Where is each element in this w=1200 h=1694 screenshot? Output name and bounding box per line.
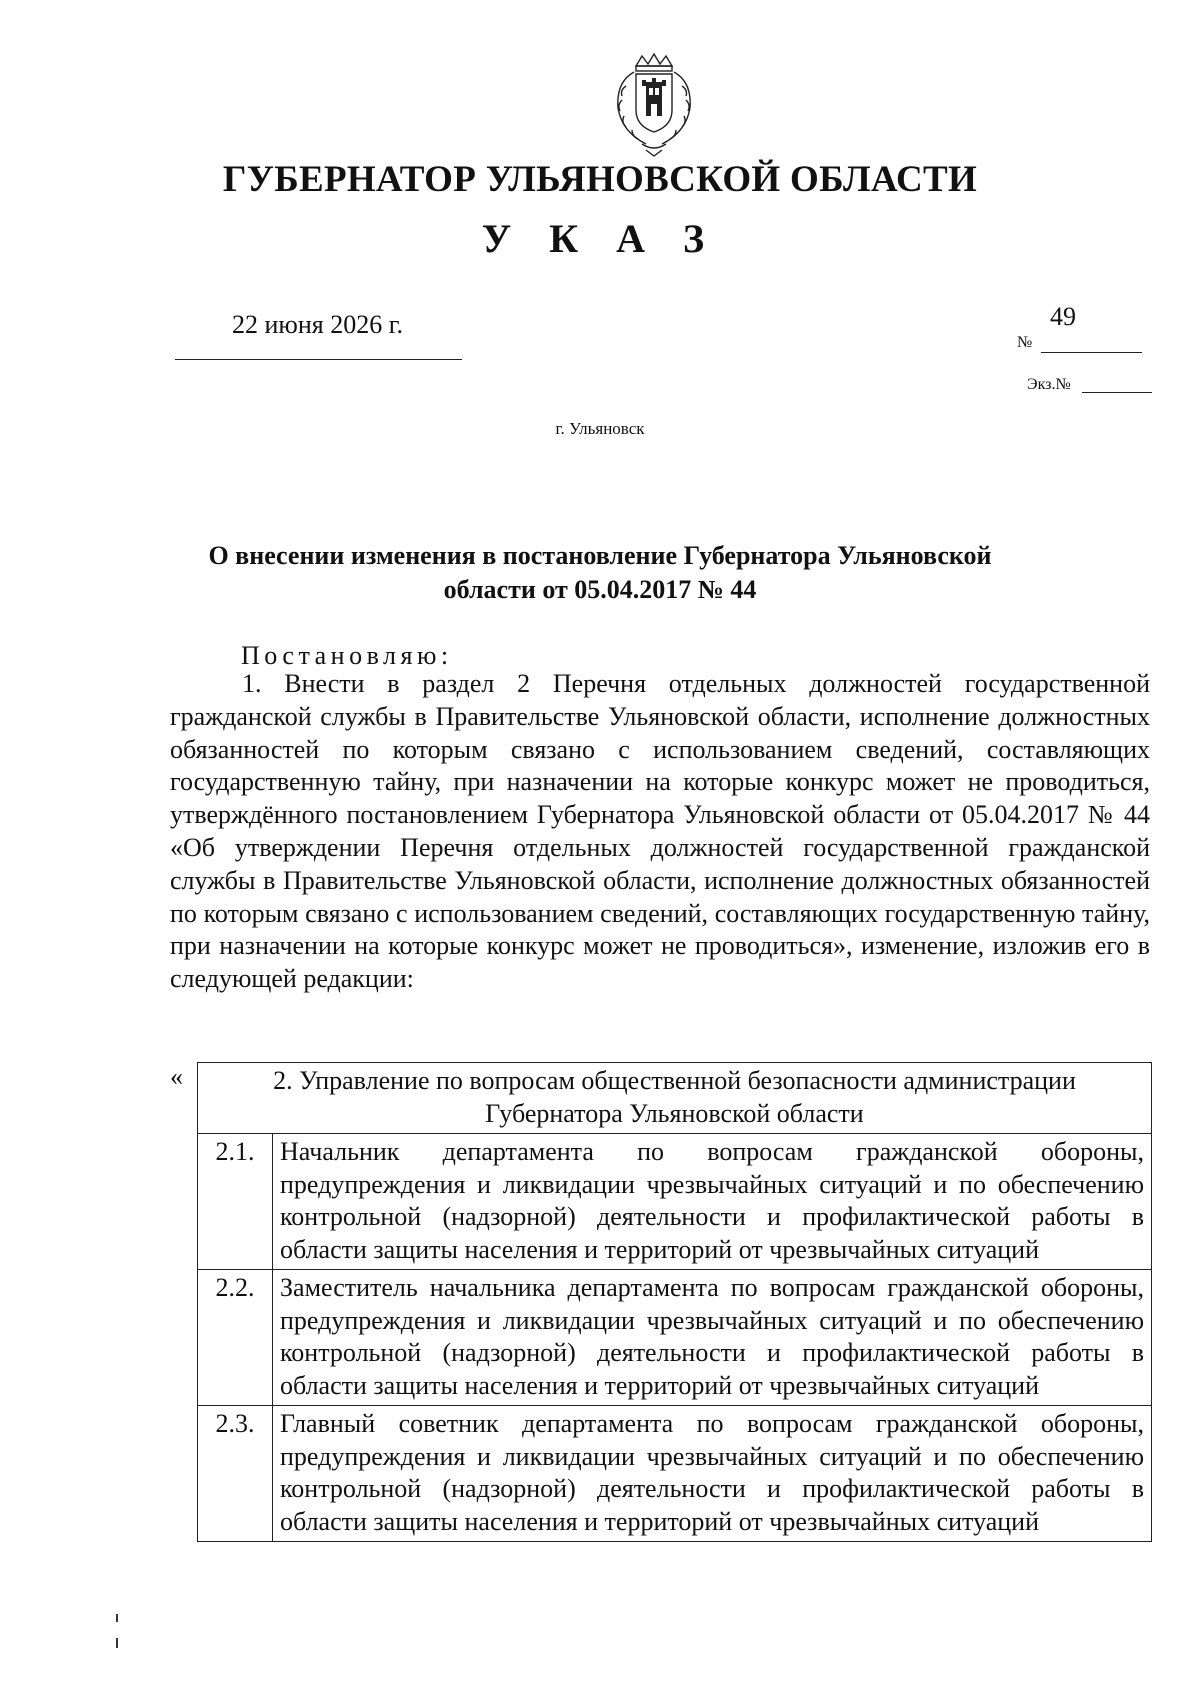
date-underline (175, 359, 462, 360)
decree-date: 22 июня 2026 г. (232, 310, 403, 339)
row-number: 2.1. (198, 1134, 273, 1270)
document-title: О внесении изменения в постановление Губернатора Ульяновской области от 05.04.2017 № 44 (208, 541, 992, 604)
coat-of-arms-icon (606, 52, 702, 158)
copy-number-label: Экз.№ (1027, 376, 1071, 393)
paragraph-1: 1. Внести в раздел 2 Перечня отдельных должностей государственной гражданской службы в Правительстве Ульяновской области, исполнение должностных обязанностей по которым связано с использованием сведений, составляющих государственную тайну, при назначении на которые конкурс может не проводиться, утверждённого постановлением Губернатора Ульяновской области от 05.04.2017 № 44 «Об утверждении Перечня отдельных должностей государственной гражданской службы в Правительстве Ульяновской области, исполнение должностных обязанностей по которым связано с использованием сведений, составляющих государственную тайну, при назначении на которые конкурс может не проводиться», изменение, изложив его в следующей редакции: (170, 669, 1150, 994)
number-label: № (1017, 334, 1033, 351)
city: г. Ульяновск (555, 419, 645, 438)
row-number: 2.2. (198, 1270, 273, 1406)
row-number: 2.3. (198, 1406, 273, 1542)
positions-table (197, 1062, 1152, 1542)
issuer-title: ГУБЕРНАТОР УЛЬЯНОВСКОЙ ОБЛАСТИ (222, 159, 978, 200)
scan-mark (116, 1614, 118, 1622)
preamble: Постановляю: (241, 641, 453, 670)
document-type: У К А З (481, 216, 719, 261)
position-title: Главный советник департамента по вопросам гражданской обороны, предупреждения и ликвидации чрезвычайных ситуаций и по обеспечению контрольной (надзорной) деятельности и профилактической работы в области защиты населения и территорий от чрезвычайных ситуаций (273, 1406, 1152, 1542)
copy-number-underline (1082, 392, 1152, 393)
section-heading: 2. Управление по вопросам общественной безопасности администрации Губернатора Ульяновской области (198, 1063, 1152, 1134)
table-row (198, 1406, 1152, 1542)
number-underline (1041, 352, 1142, 353)
scan-mark (116, 1638, 118, 1648)
table-section-row (198, 1063, 1152, 1134)
table-row (198, 1270, 1152, 1406)
opening-quote: « (170, 1062, 183, 1091)
table-row (198, 1134, 1152, 1270)
position-title: Начальник департамента по вопросам гражданской обороны, предупреждения и ликвидации чрезвычайных ситуаций и по обеспечению контрольной (надзорной) деятельности и профилактической работы в области защиты населения и территорий от чрезвычайных ситуаций (273, 1134, 1152, 1270)
position-title: Заместитель начальника департамента по вопросам гражданской обороны, предупреждения и ликвидации чрезвычайных ситуаций и по обеспечению контрольной (надзорной) деятельности и профилактической работы в области защиты населения и территорий от чрезвычайных ситуаций (273, 1270, 1152, 1406)
decree-number: 49 (1050, 302, 1076, 331)
